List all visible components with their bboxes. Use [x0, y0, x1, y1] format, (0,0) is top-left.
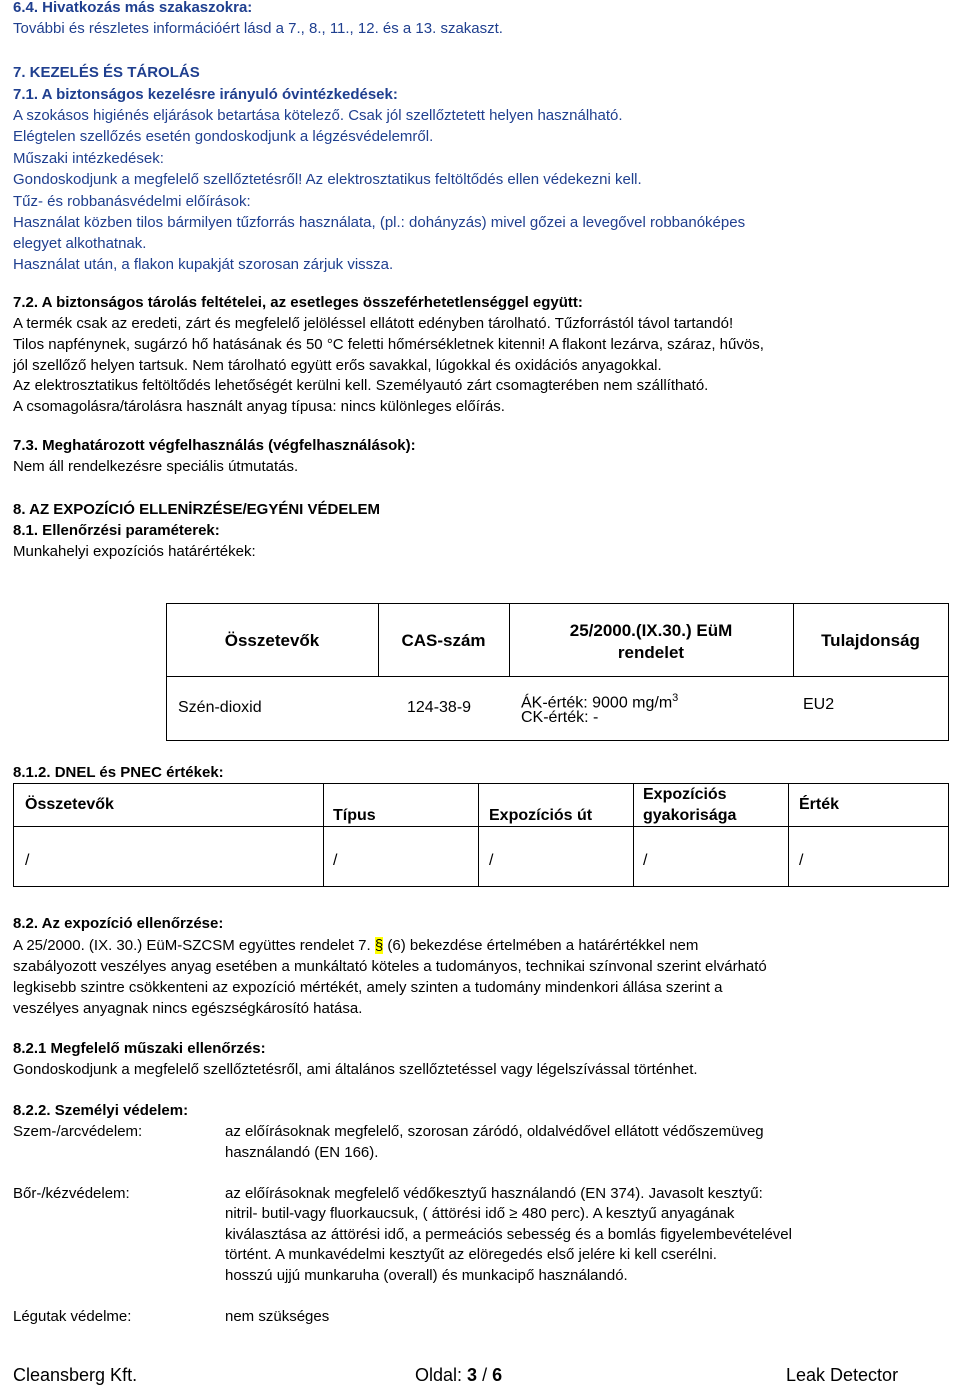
- section-7-2-line: Tilos napfénynek, sugárzó hő hatásának és 50 °C feletti hőmérsékletnek kitenni! A flakont lezárva, száraz, hűvös,: [13, 336, 764, 353]
- section-7-3-line: Nem áll rendelkezésre speciális útmutatás.: [13, 458, 299, 475]
- table2-cell: /: [25, 852, 30, 869]
- table2-header-type: Típus: [333, 807, 376, 824]
- table2-header-components: Összetevők: [25, 796, 114, 813]
- section-8-1-heading: 8.1. Ellenőrzési paraméterek:: [13, 522, 220, 539]
- table1-ak-value: ÁK-érték: 9000 $mg/m^3$: [521, 692, 679, 712]
- paragraph-sign: §: [374, 937, 384, 954]
- respiratory-protection-value: nem szükséges: [225, 1308, 330, 1325]
- section-7-title: 7. KEZELÉS ÉS TÁROLÁS: [13, 64, 200, 81]
- eye-protection-text: az előírásoknak megfelelő, szorosan záródó, oldalvédővel ellátott védőszemüveg: [225, 1123, 764, 1140]
- section-8-2-2-heading: 8.2.2. Személyi védelem:: [13, 1102, 189, 1119]
- table1-header-cas: CAS-szám: [401, 631, 486, 650]
- section-7-1-heading: 7.1. A biztonságos kezelésre irányuló óvintézkedések:: [13, 86, 398, 103]
- table1-cas: 124-38-9: [407, 699, 472, 716]
- section-8-2-1-line: Gondoskodjunk a megfelelő szellőztetésről, ami általános szellőztetéssel vagy légelszívással történhet.: [13, 1061, 698, 1078]
- section-7-2-line: Az elektrosztatikus feltöltődés lehetőségét kerülni kell. Személyautó zárt csomagterében nem szállítható.: [13, 377, 709, 394]
- table1-property: EU2: [803, 696, 835, 713]
- section-8-2-line: A 25/2000. (IX. 30.) EüM-SZCSM együttes rendelet 7. § (6) bekezdése értelmében a határértékkel nem: [13, 937, 699, 954]
- skin-protection-text: az előírásoknak megfelelő védőkesztyű használandó (EN 374). Javasolt kesztyű:: [225, 1185, 763, 1202]
- table2-header-value: Érték: [799, 796, 840, 813]
- skin-protection-text: nitril- butil-vagy fluorkaucsuk, ( áttörési idő ≥ 480 perc). A kesztyű anyagának: [225, 1205, 735, 1222]
- section-7-1-line: Műszaki intézkedések:: [13, 150, 164, 167]
- section-7-2-line: A termék csak az eredeti, zárt és megfelelő jelöléssel ellátott edényben tárolható. Tűzforrástól távol tartandó!: [13, 315, 734, 332]
- section-8-2-heading: 8.2. Az expozíció ellenőrzése:: [13, 915, 224, 932]
- table1-component: Szén-dioxid: [178, 699, 262, 716]
- eye-protection-text: használandó (EN 166).: [225, 1144, 379, 1161]
- table2-header-frequency-2: gyakorisága: [643, 807, 737, 824]
- skin-protection-label: Bőr-/kézvédelem:: [13, 1185, 130, 1202]
- section-7-1-line: A szokásos higiénés eljárások betartása kötelező. Csak jól szellőztetett helyen használható.: [13, 107, 623, 124]
- section-7-1-line: Tűz- és robbanásvédelmi előírások:: [13, 193, 251, 210]
- skin-protection-text: történt. A munkavédelmi kesztyűt az elöregedés első jelére ki kell cserélni.: [225, 1246, 717, 1263]
- skin-protection-text: kiválasztása az áttörési idő, a permeációs sebesség és a bomlás figyelembevételével: [225, 1226, 792, 1243]
- respiratory-protection-label: Légutak védelme:: [13, 1308, 132, 1325]
- table1-header-regulation: 25/2000.(IX.30.) EüM: [569, 621, 733, 640]
- table2-cell: /: [333, 852, 338, 869]
- section-8-1-subheading: Munkahelyi expozíciós határértékek:: [13, 543, 256, 560]
- footer-product: Leak Detector: [786, 1365, 899, 1385]
- section-6-4-heading: 6.4. Hivatkozás más szakaszokra:: [13, 0, 253, 16]
- section-7-2-line: jól szellőző helyen tartsuk. Nem tárolható együtt erős savakkal, lúgokkal és oxidációs anyagokkal.: [13, 357, 662, 374]
- table1-header-property: Tulajdonság: [821, 631, 920, 650]
- table1-header-components: Összetevők: [224, 631, 320, 650]
- table2-cell: /: [643, 852, 648, 869]
- eye-protection-label: Szem-/arcvédelem:: [13, 1123, 143, 1140]
- section-6-4-text: További és részletes információért lásd a 7., 8., 11., 12. és a 13. szakaszt.: [13, 20, 503, 37]
- section-7-1-line: Gondoskodjunk a megfelelő szellőztetésről! Az elektrosztatikus feltöltődés ellen védekezni kell.: [13, 171, 642, 188]
- table2-header-route: Expozíciós út: [489, 807, 593, 824]
- section-7-1-line: elegyet alkothatnak.: [13, 235, 147, 252]
- table2-cell: /: [489, 852, 494, 869]
- section-8-2-line: szabályozott veszélyes anyag esetében a munkáltató köteles a tudományos, technikai színvonal szerint elvárható: [13, 958, 767, 975]
- section-7-2-heading: 7.2. A biztonságos tárolás feltételei, az esetleges összeférhetetlenséggel együtt:: [13, 294, 583, 311]
- table2-header-frequency: Expozíciós: [643, 786, 727, 803]
- section-7-2-line: A csomagolásra/tárolásra használt anyag típusa: nincs különleges előírás.: [13, 398, 505, 415]
- table2-cell: /: [799, 852, 804, 869]
- section-7-1-line: Elégtelen szellőzés esetén gondoskodjunk a légzésvédelemről.: [13, 128, 434, 145]
- section-7-1-line: Használat után, a flakon kupakját szorosan zárjuk vissza.: [13, 256, 394, 273]
- section-7-1-line: Használat közben tilos bármilyen tűzforrás használata, (pl.: dohányzás) mivel gőzei a levegővel robbanóképes: [13, 214, 746, 231]
- section-8-1-2-heading: 8.1.2. DNEL és PNEC értékek:: [13, 764, 224, 781]
- section-8-title: 8. AZ EXPOZÍCIÓ ELLENİRZÉSE/EGYÉNI VÉDELEM: [13, 501, 381, 518]
- skin-protection-text: hosszú ujjú munkaruha (overall) és munkacipő használandó.: [225, 1267, 628, 1284]
- footer-company: Cleansberg Kft.: [13, 1365, 138, 1385]
- section-8-2-line: veszélyes anyagnak nincs egészségkárosító hatása.: [13, 1000, 363, 1017]
- table1-ck-value: CK-érték: -: [521, 709, 599, 726]
- section-7-3-heading: 7.3. Meghatározott végfelhasználás (végfelhasználások):: [13, 437, 416, 454]
- footer-page-number: Oldal: 3 / 6: [415, 1365, 503, 1385]
- table1-header-regulation-2: rendelet: [617, 643, 685, 662]
- section-8-2-1-heading: 8.2.1 Megfelelő műszaki ellenőrzés:: [13, 1040, 266, 1057]
- section-8-2-line: legkisebb szintre csökkenteni az expozíció mértékét, amely szinten a tudomány mindenkori állása szerint a: [13, 979, 723, 996]
